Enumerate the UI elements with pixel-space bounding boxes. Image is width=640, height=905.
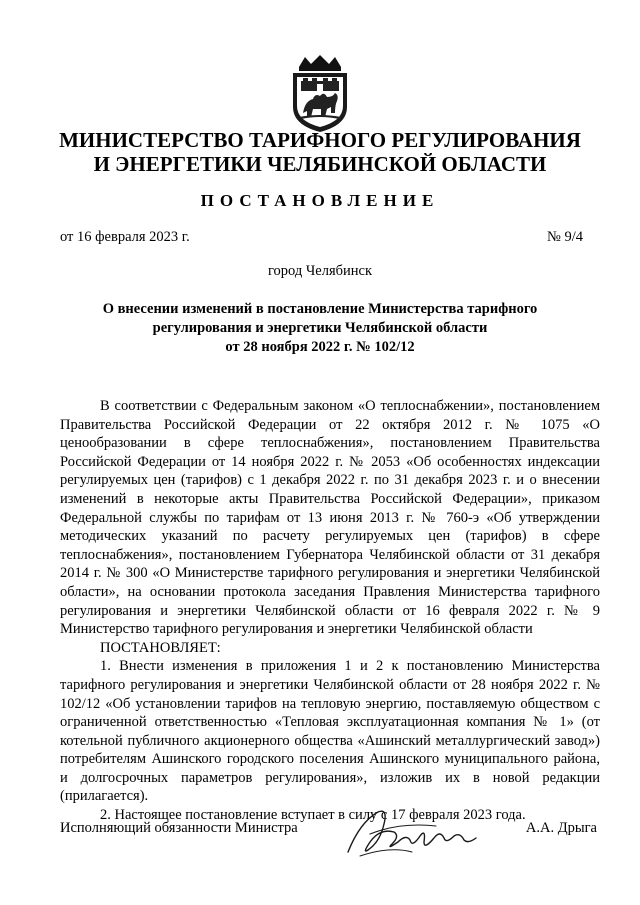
subject-line3: от 28 ноября 2022 г. № 102/12	[225, 339, 415, 355]
ministry-name-line1: МИНИСТЕРСТВО ТАРИФНОГО РЕГУЛИРОВАНИЯ	[59, 128, 581, 152]
document-date: от 16 февраля 2023 г.	[60, 229, 190, 245]
signer-position: Исполняющий обязанности Министра	[60, 820, 298, 836]
ministry-name	[40, 128, 600, 176]
subject-line2: регулирования и энергетики Челябинской области	[152, 320, 488, 336]
item-1-paragraph: 1. Внести изменения в приложения 1 и 2 к постановлению Министерства тарифного регулирования и энергетики Челябинской области от 28 ноября 2022 г. № 102/12 «Об установлении тарифов на тепловую энергию, поставляемую обществом с ограниченной ответственностью «Тепловая эксплуатационная компания № 1» (от котельной публичного акционерного общества «Ашинский металлургический завод») потребителям Ашинского городского поселения Ашинского муниципального района, и долгосрочных параметров регулирования», изложив их в новой редакции (прилагается).	[60, 658, 600, 805]
document-number: № 9/4	[547, 229, 583, 245]
document-type: ПОСТАНОВЛЕНИЕ	[200, 191, 440, 210]
preamble-paragraph: В соответствии с Федеральным законом «О теплоснабжении», постановлением Правительства Российской Федерации от 22 октября 2012 г. № 1075 «О ценообразовании в сфере теплоснабжения», постановлением Правительства Российской Федерации от 14 ноября 2022 г. № 2053 «Об особенностях индексации регулируемых цен (тарифов) с 1 декабря 2022 г. по 31 декабря 2023 г. и о внесении изменений в некоторые акты Правительства Российской Федерации», приказом Федеральной службы по тарифам от 13 июня 2013 г. № 760-э «Об утверждении методических указаний по расчету регулируемых цен (тарифов) в сфере теплоснабжения», постановлением Губернатора Челябинской области от 31 декабря 2014 г. № 300 «О Министерстве тарифного регулирования и энергетики Челябинской области», на основании протокола заседания Правления Министерства тарифного регулирования и энергетики Челябинской области от 16 февраля 2022 г. № 9 Министерство тарифного регулирования и энергетики Челябинской области	[60, 398, 600, 638]
document-city: город Челябинск	[267, 263, 373, 279]
resolves-heading: ПОСТАНОВЛЯЕТ:	[100, 639, 221, 656]
ministry-name-line2: И ЭНЕРГЕТИКИ ЧЕЛЯБИНСКОЙ ОБЛАСТИ	[93, 152, 547, 176]
document-body	[60, 397, 600, 825]
handwritten-signature-icon	[340, 802, 490, 862]
document-subject	[80, 300, 560, 357]
signer-name: А.А. Дрыга	[525, 820, 597, 836]
coat-of-arms-icon	[285, 55, 355, 133]
subject-line1: О внесении изменений в постановление Министерства тарифного	[102, 301, 538, 317]
item-2-paragraph: 2. Настоящее постановление вступает в силу с 17 февраля 2023 года.	[100, 807, 526, 824]
